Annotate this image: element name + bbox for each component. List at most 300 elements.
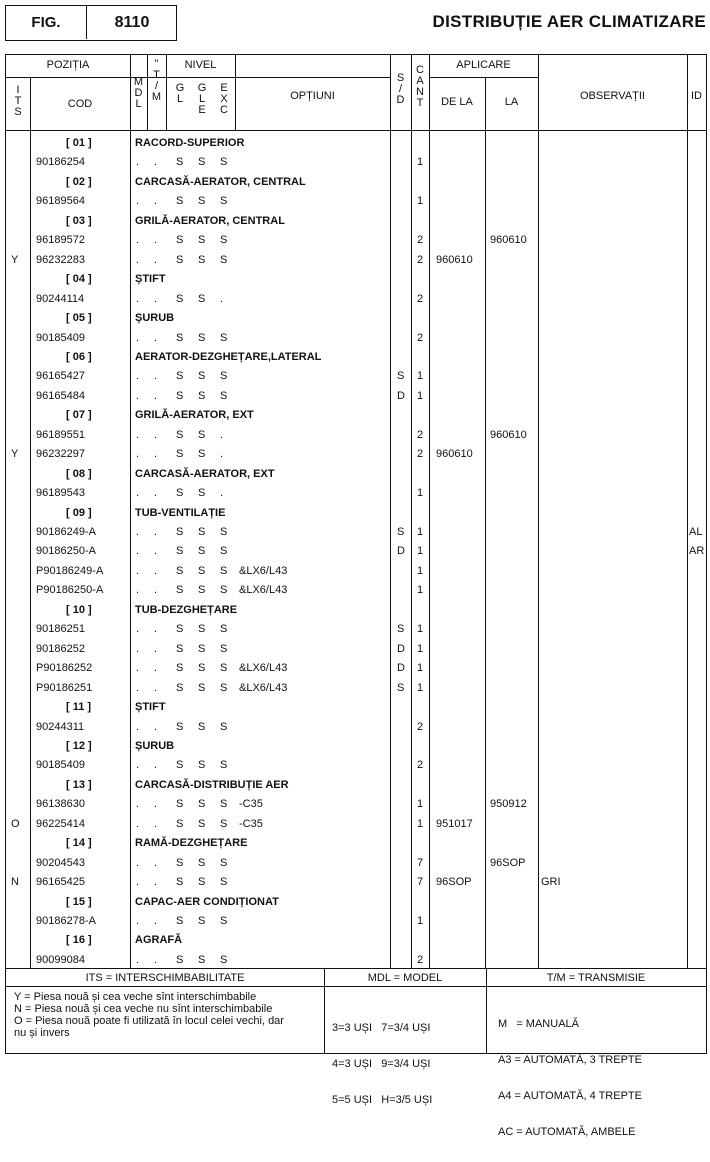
header-pozitia: POZIȚIA bbox=[46, 59, 90, 71]
nivel-gl-cell: S bbox=[176, 798, 184, 811]
part-row bbox=[6, 679, 706, 698]
nivel-exc-cell: . bbox=[220, 428, 224, 441]
sd-cell: D bbox=[397, 545, 405, 558]
nivel-gl-cell: S bbox=[176, 759, 184, 772]
tm-cell: . bbox=[154, 856, 158, 869]
nivel-exc-cell: S bbox=[220, 331, 228, 344]
part-row bbox=[6, 562, 706, 581]
cant-cell: 1 bbox=[417, 156, 424, 169]
mdl-cell: . bbox=[136, 545, 140, 558]
cant-cell: 2 bbox=[417, 253, 424, 266]
nivel-gl-cell: S bbox=[176, 584, 184, 597]
nivel-gl-cell: S bbox=[176, 545, 184, 558]
position-number: [ 13 ] bbox=[66, 778, 92, 791]
position-number: [ 04 ] bbox=[66, 273, 92, 286]
tm-cell: . bbox=[154, 195, 158, 208]
position-name: CARCASĂ-AERATOR, CENTRAL bbox=[135, 175, 306, 188]
cant-cell: 1 bbox=[417, 798, 424, 811]
nivel-exc-cell: S bbox=[220, 623, 228, 636]
position-header-row bbox=[6, 737, 706, 756]
code-cell: 90244114 bbox=[36, 292, 85, 305]
sd-cell: S bbox=[397, 526, 405, 538]
part-row bbox=[6, 445, 706, 464]
tm-cell: . bbox=[154, 156, 158, 169]
code-cell: 96189543 bbox=[36, 487, 85, 500]
part-row bbox=[6, 290, 706, 309]
code-cell: 90204543 bbox=[36, 856, 85, 869]
figure-label: FIG. bbox=[6, 6, 87, 39]
its-cell: N bbox=[11, 876, 19, 889]
position-name: GRILĂ-AERATOR, EXT bbox=[135, 409, 254, 422]
position-name: AGRAFĂ bbox=[135, 934, 183, 947]
header-id: ID bbox=[691, 90, 702, 102]
code-cell: 90186254 bbox=[36, 156, 85, 169]
position-header-row bbox=[6, 406, 706, 425]
code-cell: P90186249-A bbox=[36, 564, 104, 577]
mdl-cell: . bbox=[136, 623, 140, 636]
position-number: [ 05 ] bbox=[66, 312, 92, 325]
header-la: LA bbox=[504, 96, 519, 108]
part-row bbox=[6, 815, 706, 834]
code-cell: 90099084 bbox=[36, 953, 85, 966]
legend-its-line: Y = Piesa nouă și cea veche sînt interschimbabile bbox=[14, 991, 257, 1003]
parts-table bbox=[5, 54, 707, 969]
tm-cell: . bbox=[154, 681, 158, 694]
nivel-gl-cell: S bbox=[176, 876, 184, 889]
observations-cell: GRI bbox=[541, 876, 561, 889]
la-cell: 960610 bbox=[490, 428, 527, 441]
nivel-gl-cell: S bbox=[176, 253, 184, 266]
nivel-exc-cell: . bbox=[220, 292, 224, 305]
figure-number: 8110 bbox=[114, 13, 150, 31]
nivel-gl-cell: S bbox=[176, 662, 184, 675]
legend-tm-line: A4 = AUTOMATĂ, 4 TREPTE bbox=[498, 1090, 642, 1102]
options-cell: &LX6/L43 bbox=[239, 584, 288, 597]
part-row bbox=[6, 659, 706, 678]
nivel-exc-cell: S bbox=[220, 798, 228, 811]
position-number: [ 06 ] bbox=[66, 350, 92, 363]
nivel-gl-cell: S bbox=[176, 526, 184, 538]
tm-cell: . bbox=[154, 798, 158, 811]
its-cell: Y bbox=[11, 253, 19, 266]
header-mdl: M D L bbox=[133, 76, 144, 110]
legend-its-line: N = Piesa nouă și cea veche nu sînt interschimbabile bbox=[14, 1003, 273, 1015]
sd-cell: D bbox=[397, 389, 405, 402]
mdl-cell: . bbox=[136, 584, 140, 597]
header-sd: S / D bbox=[396, 72, 405, 106]
nivel-gl-cell: S bbox=[176, 292, 184, 305]
code-cell: 96232283 bbox=[36, 253, 85, 266]
header-gl: G L bbox=[175, 82, 185, 105]
tm-cell: . bbox=[154, 623, 158, 636]
position-name: ȘURUB bbox=[135, 312, 175, 325]
cant-cell: 2 bbox=[417, 428, 424, 441]
nivel-gl-cell: S bbox=[176, 681, 184, 694]
legend-tm-line: A3 = AUTOMATĂ, 3 TREPTE bbox=[498, 1054, 642, 1066]
nivel-gle-cell: S bbox=[198, 642, 206, 655]
header-cod: COD bbox=[67, 98, 93, 110]
header-optiuni: OPȚIUNI bbox=[290, 90, 335, 102]
nivel-gle-cell: S bbox=[198, 856, 206, 869]
nivel-exc-cell: S bbox=[220, 156, 228, 169]
nivel-gl-cell: S bbox=[176, 370, 184, 383]
cant-cell: 1 bbox=[417, 584, 424, 597]
nivel-gle-cell: S bbox=[198, 428, 206, 441]
tm-cell: . bbox=[154, 331, 158, 344]
code-cell: 90186252 bbox=[36, 642, 85, 655]
its-cell: O bbox=[11, 817, 20, 830]
legend-mdl-line: 3=3 UȘI 7=3/4 UȘI bbox=[332, 1022, 431, 1034]
position-header-row bbox=[6, 348, 706, 367]
position-header-row bbox=[6, 931, 706, 950]
nivel-exc-cell: S bbox=[220, 545, 228, 558]
position-number: [ 03 ] bbox=[66, 214, 92, 227]
tm-cell: . bbox=[154, 487, 158, 500]
mdl-cell: . bbox=[136, 331, 140, 344]
tm-cell: . bbox=[154, 564, 158, 577]
code-cell: 96189551 bbox=[36, 428, 85, 441]
nivel-gle-cell: S bbox=[198, 817, 206, 830]
mdl-cell: . bbox=[136, 642, 140, 655]
tm-cell: . bbox=[154, 545, 158, 558]
nivel-exc-cell: S bbox=[220, 526, 228, 538]
nivel-gle-cell: S bbox=[198, 526, 206, 538]
nivel-gle-cell: S bbox=[198, 759, 206, 772]
tm-cell: . bbox=[154, 876, 158, 889]
cant-cell: 2 bbox=[417, 953, 424, 966]
cant-cell: 2 bbox=[417, 448, 424, 461]
nivel-gle-cell: S bbox=[198, 195, 206, 208]
legend-mdl-title: MDL = MODEL bbox=[367, 972, 443, 984]
nivel-gle-cell: S bbox=[198, 584, 206, 597]
nivel-exc-cell: S bbox=[220, 564, 228, 577]
code-cell: 96165484 bbox=[36, 389, 85, 402]
code-cell: 96189572 bbox=[36, 234, 85, 247]
code-cell: P90186250-A bbox=[36, 584, 104, 597]
position-name: ȘURUB bbox=[135, 739, 175, 752]
position-header-row bbox=[6, 465, 706, 484]
header-divider bbox=[6, 77, 390, 78]
cant-cell: 1 bbox=[417, 642, 424, 655]
header-de-la: DE LA bbox=[441, 96, 473, 108]
mdl-cell: . bbox=[136, 487, 140, 500]
part-row bbox=[6, 192, 706, 211]
de-la-cell: 951017 bbox=[436, 817, 473, 830]
nivel-gle-cell: S bbox=[198, 370, 206, 383]
nivel-exc-cell: S bbox=[220, 370, 228, 383]
sd-cell: S bbox=[397, 681, 405, 694]
nivel-exc-cell: S bbox=[220, 642, 228, 655]
nivel-gle-cell: S bbox=[198, 156, 206, 169]
position-number: [ 10 ] bbox=[66, 603, 92, 616]
nivel-gle-cell: S bbox=[198, 681, 206, 694]
part-row bbox=[6, 367, 706, 386]
mdl-cell: . bbox=[136, 389, 140, 402]
legend-its-line: nu și invers bbox=[14, 1027, 70, 1039]
nivel-exc-cell: S bbox=[220, 195, 228, 208]
nivel-gle-cell: S bbox=[198, 662, 206, 675]
cant-cell: 2 bbox=[417, 759, 424, 772]
mdl-cell: . bbox=[136, 195, 140, 208]
la-cell: 960610 bbox=[490, 234, 527, 247]
position-header-row bbox=[6, 834, 706, 853]
nivel-gl-cell: S bbox=[176, 487, 184, 500]
position-number: [ 15 ] bbox=[66, 895, 92, 908]
nivel-exc-cell: S bbox=[220, 759, 228, 772]
cant-cell: 2 bbox=[417, 331, 424, 344]
code-cell: 90186278-A bbox=[36, 915, 96, 927]
nivel-gle-cell: S bbox=[198, 253, 206, 266]
sd-cell: S bbox=[397, 370, 405, 383]
part-row bbox=[6, 231, 706, 250]
position-header-row bbox=[6, 134, 706, 153]
nivel-gle-cell: S bbox=[198, 487, 206, 500]
tm-cell: . bbox=[154, 253, 158, 266]
position-name: CARCASĂ-DISTRIBUȚIE AER bbox=[135, 778, 289, 791]
legend-its-line: O = Piesa nouă poate fi utilizată în locul celei vechi, dar bbox=[14, 1015, 284, 1027]
nivel-gl-cell: S bbox=[176, 915, 184, 927]
nivel-gle-cell: S bbox=[198, 389, 206, 402]
header-observatii: OBSERVAȚII bbox=[579, 90, 645, 102]
cant-cell: 1 bbox=[417, 915, 424, 927]
position-header-row bbox=[6, 601, 706, 620]
mdl-cell: . bbox=[136, 817, 140, 830]
nivel-gl-cell: S bbox=[176, 642, 184, 655]
mdl-cell: . bbox=[136, 876, 140, 889]
nivel-gle-cell: S bbox=[198, 331, 206, 344]
nivel-gl-cell: S bbox=[176, 448, 184, 461]
id-cell: AR bbox=[689, 545, 705, 558]
tm-cell: . bbox=[154, 642, 158, 655]
options-cell: -C35 bbox=[239, 817, 263, 830]
nivel-gl-cell: S bbox=[176, 428, 184, 441]
de-la-cell: 96SOP bbox=[436, 876, 472, 889]
mdl-cell: . bbox=[136, 428, 140, 441]
tm-cell: . bbox=[154, 662, 158, 675]
nivel-gl-cell: S bbox=[176, 156, 184, 169]
position-header-row bbox=[6, 698, 706, 717]
la-cell: 96SOP bbox=[490, 856, 526, 869]
tm-cell: . bbox=[154, 526, 158, 538]
cant-cell: 1 bbox=[417, 370, 424, 383]
nivel-exc-cell: S bbox=[220, 584, 228, 597]
mdl-cell: . bbox=[136, 448, 140, 461]
part-row bbox=[6, 153, 706, 172]
tm-cell: . bbox=[154, 370, 158, 383]
nivel-gle-cell: S bbox=[198, 798, 206, 811]
nivel-exc-cell: S bbox=[220, 720, 228, 733]
code-cell: 90244311 bbox=[36, 720, 85, 733]
position-name: ȘTIFT bbox=[135, 701, 166, 714]
part-row bbox=[6, 581, 706, 600]
header-divider bbox=[429, 77, 538, 78]
position-header-row bbox=[6, 309, 706, 328]
nivel-exc-cell: S bbox=[220, 915, 228, 927]
header-cant: C A N T bbox=[416, 64, 424, 109]
nivel-exc-cell: S bbox=[220, 389, 228, 402]
cant-cell: 1 bbox=[417, 662, 424, 675]
position-number: [ 08 ] bbox=[66, 467, 92, 480]
nivel-exc-cell: S bbox=[220, 253, 228, 266]
nivel-exc-cell: S bbox=[220, 856, 228, 869]
mdl-cell: . bbox=[136, 253, 140, 266]
position-name: GRILĂ-AERATOR, CENTRAL bbox=[135, 214, 285, 227]
cant-cell: 2 bbox=[417, 292, 424, 305]
part-row bbox=[6, 620, 706, 639]
part-row bbox=[6, 873, 706, 892]
header-gle: G L E bbox=[197, 82, 207, 116]
nivel-gle-cell: S bbox=[198, 564, 206, 577]
nivel-gle-cell: S bbox=[198, 448, 206, 461]
position-number: [ 07 ] bbox=[66, 409, 92, 422]
header-exc: E X C bbox=[220, 82, 228, 116]
position-header-row bbox=[6, 776, 706, 795]
options-cell: -C35 bbox=[239, 798, 263, 811]
tm-cell: . bbox=[154, 759, 158, 772]
options-cell: &LX6/L43 bbox=[239, 564, 288, 577]
position-header-row bbox=[6, 212, 706, 231]
nivel-gl-cell: S bbox=[176, 720, 184, 733]
position-number: [ 11 ] bbox=[66, 701, 92, 714]
mdl-cell: . bbox=[136, 370, 140, 383]
mdl-cell: . bbox=[136, 234, 140, 247]
figure-box bbox=[5, 5, 177, 41]
de-la-cell: 960610 bbox=[436, 448, 473, 461]
nivel-gle-cell: S bbox=[198, 545, 206, 558]
cant-cell: 7 bbox=[417, 856, 424, 869]
cant-cell: 1 bbox=[417, 389, 424, 402]
mdl-cell: . bbox=[136, 526, 140, 538]
header-bottom-line bbox=[6, 130, 706, 131]
legend-mdl-line: 4=3 UȘI 9=3/4 UȘI bbox=[332, 1058, 431, 1070]
code-cell: 96225414 bbox=[36, 817, 85, 830]
sd-cell: D bbox=[397, 642, 405, 655]
position-header-row bbox=[6, 893, 706, 912]
part-row bbox=[6, 523, 706, 542]
position-header-row bbox=[6, 270, 706, 289]
part-row bbox=[6, 542, 706, 561]
legend-its-title: ITS = INTERSCHIMBABILITATE bbox=[85, 972, 245, 984]
legend-divider bbox=[6, 986, 706, 987]
position-name: CAPAC-AER CONDIȚIONAT bbox=[135, 895, 279, 908]
nivel-exc-cell: S bbox=[220, 662, 228, 675]
position-number: [ 02 ] bbox=[66, 175, 92, 188]
id-cell: AL bbox=[689, 526, 703, 538]
its-cell: Y bbox=[11, 448, 19, 461]
code-cell: 96165425 bbox=[36, 876, 85, 889]
sd-cell: D bbox=[397, 662, 405, 675]
cant-cell: 2 bbox=[417, 234, 424, 247]
options-cell: &LX6/L43 bbox=[239, 662, 288, 675]
code-cell: 96138630 bbox=[36, 798, 85, 811]
nivel-gl-cell: S bbox=[176, 331, 184, 344]
de-la-cell: 960610 bbox=[436, 253, 473, 266]
cant-cell: 1 bbox=[417, 681, 424, 694]
nivel-gle-cell: S bbox=[198, 292, 206, 305]
mdl-cell: . bbox=[136, 856, 140, 869]
cant-cell: 1 bbox=[417, 526, 424, 538]
tm-cell: . bbox=[154, 817, 158, 830]
code-cell: P90186251 bbox=[36, 681, 93, 694]
cant-cell: 1 bbox=[417, 623, 424, 636]
tm-cell: . bbox=[154, 448, 158, 461]
nivel-gle-cell: S bbox=[198, 234, 206, 247]
nivel-gl-cell: S bbox=[176, 817, 184, 830]
mdl-cell: . bbox=[136, 156, 140, 169]
mdl-cell: . bbox=[136, 681, 140, 694]
tm-cell: . bbox=[154, 428, 158, 441]
nivel-exc-cell: S bbox=[220, 681, 228, 694]
legend-tm-title: T/M = TRANSMISIE bbox=[546, 972, 646, 984]
nivel-exc-cell: S bbox=[220, 234, 228, 247]
part-row bbox=[6, 640, 706, 659]
code-cell: 90186251 bbox=[36, 623, 85, 636]
position-name: RAMĂ-DEZGHEȚARE bbox=[135, 837, 248, 850]
tm-cell: . bbox=[154, 292, 158, 305]
part-row bbox=[6, 756, 706, 775]
position-name: TUB-DEZGHEȚARE bbox=[135, 603, 238, 616]
header-its: I T S bbox=[14, 84, 22, 118]
nivel-gl-cell: S bbox=[176, 564, 184, 577]
nivel-exc-cell: S bbox=[220, 876, 228, 889]
part-row bbox=[6, 387, 706, 406]
cant-cell: 2 bbox=[417, 720, 424, 733]
nivel-exc-cell: . bbox=[220, 448, 224, 461]
legend bbox=[5, 968, 707, 1138]
la-cell: 950912 bbox=[490, 798, 527, 811]
mdl-cell: . bbox=[136, 798, 140, 811]
part-row bbox=[6, 484, 706, 503]
tm-cell: . bbox=[154, 584, 158, 597]
code-cell: 96232297 bbox=[36, 448, 85, 461]
code-cell: 90185409 bbox=[36, 331, 85, 344]
legend-tm-line: AC = AUTOMATĂ, AMBELE bbox=[498, 1126, 636, 1138]
position-number: [ 09 ] bbox=[66, 506, 92, 519]
code-cell: 90186249-A bbox=[36, 526, 96, 538]
legend-tm-line: M = MANUALĂ bbox=[498, 1018, 579, 1030]
part-row bbox=[6, 426, 706, 445]
tm-cell: . bbox=[154, 953, 158, 966]
position-number: [ 14 ] bbox=[66, 837, 92, 850]
cant-cell: 1 bbox=[417, 817, 424, 830]
code-cell: 90185409 bbox=[36, 759, 85, 772]
cant-cell: 1 bbox=[417, 487, 424, 500]
part-row bbox=[6, 329, 706, 348]
nivel-gle-cell: S bbox=[198, 623, 206, 636]
tm-cell: . bbox=[154, 720, 158, 733]
nivel-gle-cell: S bbox=[198, 915, 206, 927]
nivel-gle-cell: S bbox=[198, 876, 206, 889]
part-row bbox=[6, 912, 706, 931]
sd-cell: S bbox=[397, 623, 405, 636]
part-row bbox=[6, 718, 706, 737]
position-header-row bbox=[6, 504, 706, 523]
page-title: DISTRIBUȚIE AER CLIMATIZARE bbox=[432, 12, 706, 31]
part-row bbox=[6, 854, 706, 873]
position-name: TUB-VENTILAȚIE bbox=[135, 506, 226, 519]
tm-cell: . bbox=[154, 915, 158, 927]
nivel-gl-cell: S bbox=[176, 953, 184, 966]
mdl-cell: . bbox=[136, 564, 140, 577]
position-number: [ 12 ] bbox=[66, 739, 92, 752]
legend-mdl-line: 5=5 UȘI H=3/5 UȘI bbox=[332, 1094, 433, 1106]
part-row bbox=[6, 251, 706, 270]
options-cell: &LX6/L43 bbox=[239, 681, 288, 694]
nivel-gl-cell: S bbox=[176, 623, 184, 636]
nivel-gl-cell: S bbox=[176, 389, 184, 402]
position-name: ȘTIFT bbox=[135, 273, 166, 286]
nivel-exc-cell: S bbox=[220, 817, 228, 830]
